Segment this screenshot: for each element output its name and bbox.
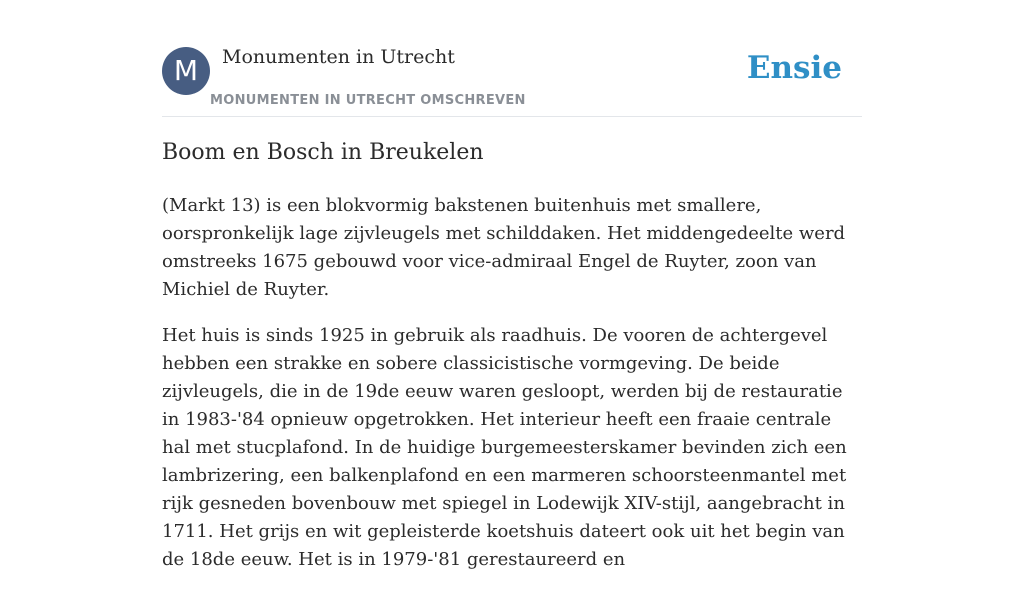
source-header [162,46,862,117]
article-title: Boom en Bosch in Breukelen [162,140,484,165]
source-subtitle: MONUMENTEN IN UTRECHT OMSCHREVEN [210,93,526,108]
article-paragraph: (Markt 13) is een blokvormig bakstenen buitenhuis met smallere, oorspronkelijk lage zijvleugels met schilddaken. Het middengedeelte werd omstreeks 1675 gebouwd voor vice-admiraal Engel de Ruyter, zoon van Michiel de Ruyter. [162,195,846,300]
source-title[interactable]: Monumenten in Utrecht [222,46,455,68]
article-body [162,192,862,592]
avatar[interactable]: M [162,47,210,95]
brand-logo[interactable]: Ensie [746,50,842,86]
article-paragraph: Het huis is sinds 1925 in gebruik als raadhuis. De vooren de achtergevel hebben een strakke en sobere classicistische vormgeving. De beide zijvleugels, die in de 19de eeuw waren gesloopt, werden bij de restauratie in 1983-'84 opnieuw opgetrokken. Het interieur heeft een fraaie centrale hal met stucplafond. In de huidige burgemeesterskamer bevinden zich een lambrizering, een balkenplafond en een marmeren schoorsteenmantel met rijk gesneden bovenbouw met spiegel in Lodewijk XIV-stijl, aangebracht in 1711. Het grijs en wit gepleisterde koetshuis dateert ook uit het begin van de 18de eeuw. Het is in 1979-'81 gerestaureerd en [162,325,847,570]
